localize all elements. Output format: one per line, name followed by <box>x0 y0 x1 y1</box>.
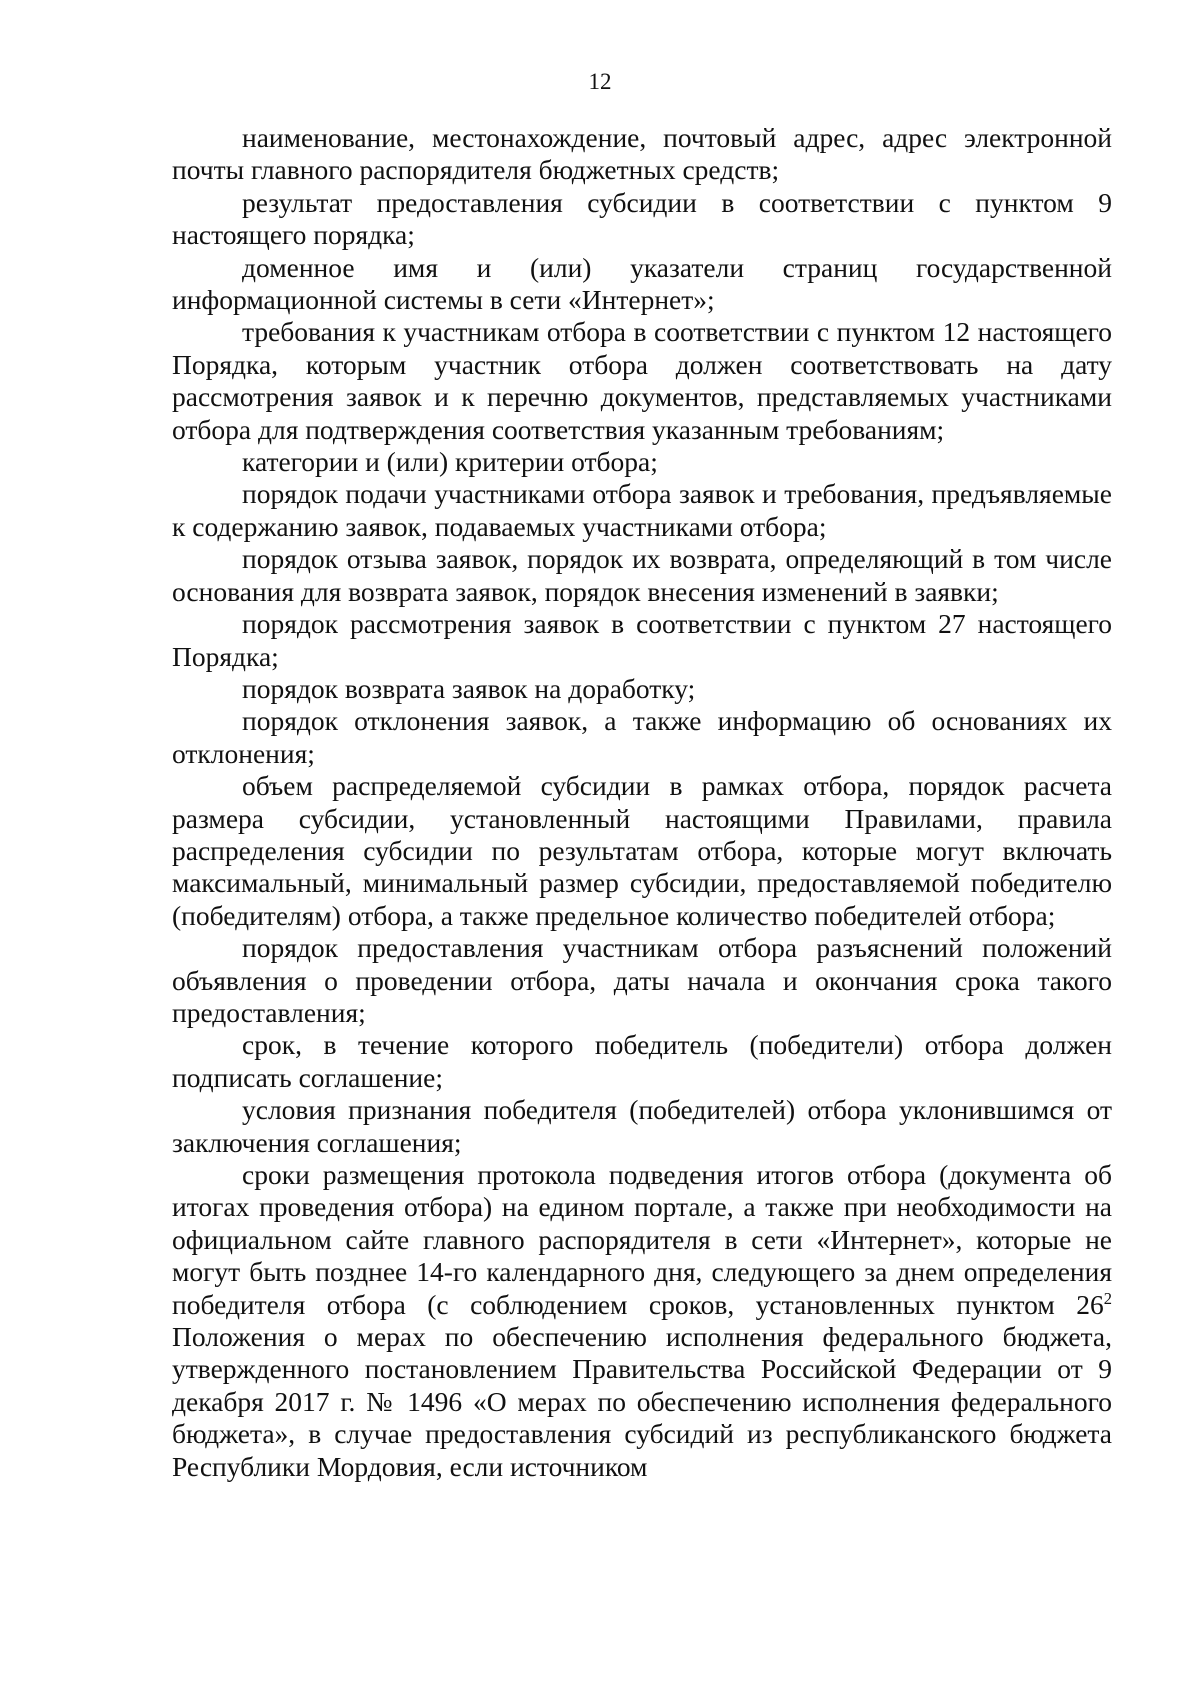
paragraph: условия признания победителя (победителей) отбора уклонившимся от заключения соглашения; <box>172 1094 1112 1158</box>
paragraph: порядок рассмотрения заявок в соответствии с пунктом 27 настоящего Порядка; <box>172 608 1112 672</box>
paragraph: порядок подачи участниками отбора заявок и требования, предъявляемые к содержанию заявок, подаваемых участниками отбора; <box>172 478 1112 542</box>
paragraph: наименование, местонахождение, почтовый адрес, адрес электронной почты главного распорядителя бюджетных средств; <box>172 122 1112 186</box>
paragraph: порядок предоставления участникам отбора разъяснений положений объявления о проведении отбора, даты начала и окончания срока такого предоставления; <box>172 932 1112 1028</box>
paragraph: результат предоставления субсидии в соответствии с пунктом 9 настоящего порядка; <box>172 186 1112 251</box>
superscript-2: 2 <box>1103 1288 1112 1308</box>
paragraph: категории и (или) критерии отбора; <box>242 446 658 478</box>
paragraph: порядок отзыва заявок, порядок их возврата, определяющий в том числе основания для возврата заявок, порядок внесения изменений в заявки; <box>172 543 1112 607</box>
paragraph: требования к участникам отбора в соответствии с пунктом 12 настоящего Порядка, которым участник отбора должен соответствовать на дату рассмотрения заявок и к перечню документов, представляемых участниками отбора для подтверждения соответствия указанным требованиям; <box>172 316 1112 445</box>
paragraph-last-part-2: Положения о мерах по обеспечению исполнения федерального бюджета, утвержденного постановлением Правительства Российской Федерации от 9 декабря 2017 г. № 1496 «О мерах по обеспечению исполнения федерального бюджета», в случае предоставления субсидий из республиканского бюджета Республики Мордовия, если источником <box>172 1321 1112 1482</box>
page-number: 12 <box>588 69 612 94</box>
paragraph: порядок возврата заявок на доработку; <box>242 672 696 704</box>
paragraph-last <box>172 1159 1112 1483</box>
paragraph: срок, в течение которого победитель (победители) отбора должен подписать соглашение; <box>172 1029 1112 1093</box>
paragraph: объем распределяемой субсидии в рамках отбора, порядок расчета размера субсидии, установленный настоящими Правилами, правила распределения субсидии по результатам отбора, которые могут включать максимальный, минимальный размер субсидии, предоставляемой победителю (победителям) отбора, а также предельное количество победителей отбора; <box>172 770 1112 931</box>
paragraph-last-part-1: сроки размещения протокола подведения итогов отбора (документа об итогах проведения отбора) на едином портале, а также при необходимости на официальном сайте главного распорядителя в сети «Интернет», которые не могут быть позднее 14-го календарного дня, следующего за днем определения победителя отбора (с соблюдением сроков, установленных пунктом 26 <box>172 1159 1112 1320</box>
paragraph: доменное имя и (или) указатели страниц государственной информационной системы в сети «Интернет»; <box>172 251 1112 316</box>
paragraph: порядок отклонения заявок, а также информацию об основаниях их отклонения; <box>172 705 1112 769</box>
body-text <box>172 122 1112 1483</box>
